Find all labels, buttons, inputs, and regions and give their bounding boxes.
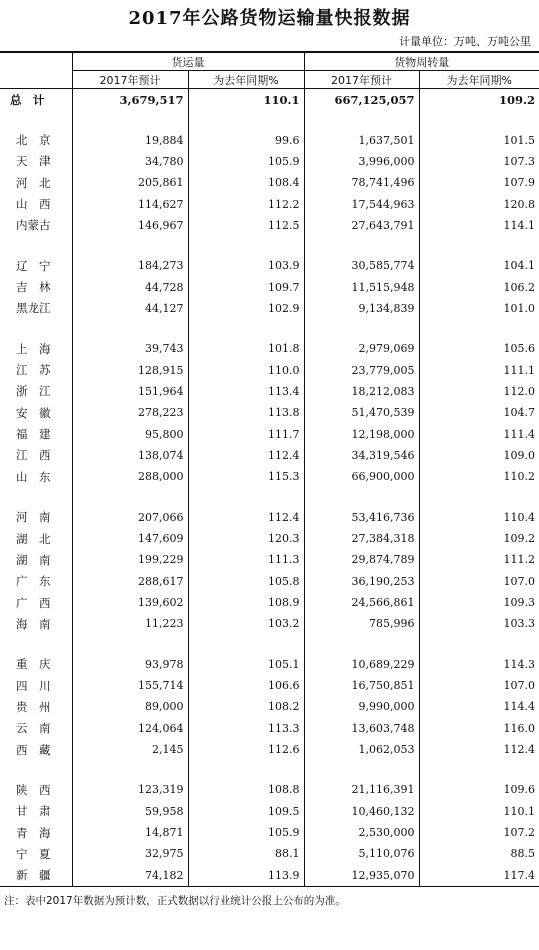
row-name: 吉 林	[16, 280, 51, 295]
cell-turnover: 27,643,791	[304, 215, 419, 236]
cell-volume: 128,915	[72, 359, 188, 380]
cell-turnover: 667,125,057	[304, 89, 419, 111]
cell-volume: 151,964	[72, 381, 188, 402]
cell-turnover: 9,990,000	[304, 696, 419, 717]
cell-volume: 2,145	[72, 739, 188, 760]
cell-volume-yoy: 108.2	[188, 696, 304, 717]
cell-volume: 93,978	[72, 654, 188, 675]
cell-volume-yoy: 105.9	[188, 151, 304, 172]
cell-turnover-yoy: 109.3	[419, 592, 539, 613]
header-blank-2	[0, 71, 72, 89]
freight-table	[0, 51, 539, 887]
row-name: 福 建	[16, 427, 51, 442]
cell-turnover: 1,637,501	[304, 129, 419, 150]
cell-volume: 11,223	[72, 613, 188, 634]
cell-volume: 207,066	[72, 507, 188, 528]
cell-volume-yoy: 113.8	[188, 402, 304, 423]
cell-volume: 44,728	[72, 276, 188, 297]
spacer-cell	[304, 635, 419, 654]
table-row	[0, 654, 539, 675]
cell-volume: 138,074	[72, 445, 188, 466]
cell-turnover-yoy: 105.6	[419, 338, 539, 359]
row-name: 辽 宁	[16, 258, 51, 273]
cell-turnover-yoy: 109.2	[419, 528, 539, 549]
table-row	[0, 801, 539, 822]
cell-volume: 44,127	[72, 298, 188, 319]
header-group-freight-volume: 货运量	[72, 52, 304, 71]
cell-turnover-yoy: 109.6	[419, 779, 539, 800]
cell-volume-yoy: 110.0	[188, 359, 304, 380]
table-row	[0, 129, 539, 150]
cell-volume-yoy: 120.3	[188, 528, 304, 549]
cell-volume-yoy: 111.3	[188, 549, 304, 570]
cell-turnover: 785,996	[304, 613, 419, 634]
cell-turnover: 13,603,748	[304, 718, 419, 739]
cell-turnover-yoy: 107.0	[419, 571, 539, 592]
cell-turnover-yoy: 107.0	[419, 675, 539, 696]
cell-turnover-yoy: 104.1	[419, 255, 539, 276]
table-row	[0, 298, 539, 319]
cell-turnover: 78,741,496	[304, 172, 419, 193]
spacer-row	[0, 760, 539, 779]
row-name: 四 川	[16, 678, 51, 693]
table-row	[0, 822, 539, 843]
cell-turnover: 34,319,546	[304, 445, 419, 466]
row-name: 江 西	[16, 448, 51, 463]
cell-turnover-yoy: 111.4	[419, 423, 539, 444]
cell-turnover-yoy: 112.0	[419, 381, 539, 402]
row-name: 贵 州	[16, 699, 51, 714]
row-name: 上 海	[16, 341, 51, 356]
spacer-cell	[72, 635, 188, 654]
cell-volume: 184,273	[72, 255, 188, 276]
cell-volume-yoy: 103.2	[188, 613, 304, 634]
cell-turnover-yoy: 109.2	[419, 89, 539, 111]
cell-volume: 59,958	[72, 801, 188, 822]
row-name: 内蒙古	[16, 218, 51, 233]
spacer-row	[0, 236, 539, 255]
header-row-columns	[0, 71, 539, 89]
spacer-row	[0, 635, 539, 654]
cell-volume-yoy: 110.1	[188, 89, 304, 111]
table-row	[0, 718, 539, 739]
spacer-cell	[419, 110, 539, 129]
spacer-cell	[72, 760, 188, 779]
row-name: 重 庆	[16, 657, 51, 672]
spacer-row	[0, 319, 539, 338]
cell-turnover-yoy: 114.4	[419, 696, 539, 717]
header-row-groups	[0, 52, 539, 71]
spacer-cell	[0, 319, 72, 338]
cell-volume-yoy: 112.4	[188, 507, 304, 528]
cell-turnover: 5,110,076	[304, 843, 419, 864]
cell-turnover: 9,134,839	[304, 298, 419, 319]
row-name: 新 疆	[0, 865, 72, 887]
cell-turnover: 10,460,132	[304, 801, 419, 822]
cell-turnover: 36,190,253	[304, 571, 419, 592]
cell-volume: 34,780	[72, 151, 188, 172]
header-col-volume-yoy: 为去年同期%	[188, 71, 304, 89]
cell-turnover: 29,874,789	[304, 549, 419, 570]
cell-volume: 139,602	[72, 592, 188, 613]
cell-turnover: 1,062,053	[304, 739, 419, 760]
cell-volume: 124,064	[72, 718, 188, 739]
unit-label: 计量单位：万吨、万吨公里	[399, 35, 531, 48]
cell-volume-yoy: 101.8	[188, 338, 304, 359]
header-blank	[0, 52, 72, 71]
cell-volume: 288,000	[72, 466, 188, 487]
cell-turnover-yoy: 107.9	[419, 172, 539, 193]
cell-volume-yoy: 113.3	[188, 718, 304, 739]
cell-volume-yoy: 105.1	[188, 654, 304, 675]
cell-volume: 3,679,517	[72, 89, 188, 111]
cell-turnover: 3,996,000	[304, 151, 419, 172]
table-row	[0, 843, 539, 864]
cell-turnover-yoy: 111.2	[419, 549, 539, 570]
row-name: 天 津	[16, 154, 51, 169]
footnote: 注：表中2017年数据为预计数，正式数据以行业统计公报上公布的为准。	[4, 895, 346, 907]
table-row	[0, 507, 539, 528]
row-name: 河 南	[16, 510, 51, 525]
spacer-cell	[0, 488, 72, 507]
spacer-cell	[304, 236, 419, 255]
spacer-row	[0, 488, 539, 507]
row-name: 湖 南	[16, 552, 51, 567]
cell-turnover-yoy: 109.0	[419, 445, 539, 466]
cell-volume-yoy: 106.6	[188, 675, 304, 696]
cell-volume-yoy: 111.7	[188, 423, 304, 444]
spacer-cell	[304, 319, 419, 338]
row-name: 河 北	[16, 175, 51, 190]
cell-volume-yoy: 108.4	[188, 172, 304, 193]
spacer-cell	[188, 760, 304, 779]
table-row	[0, 613, 539, 634]
cell-volume-yoy: 112.5	[188, 215, 304, 236]
table-row	[0, 276, 539, 297]
cell-turnover: 16,750,851	[304, 675, 419, 696]
cell-volume: 147,609	[72, 528, 188, 549]
cell-turnover: 30,585,774	[304, 255, 419, 276]
cell-volume-yoy: 112.6	[188, 739, 304, 760]
cell-turnover: 23,779,005	[304, 359, 419, 380]
cell-turnover: 2,979,069	[304, 338, 419, 359]
cell-turnover: 12,935,070	[304, 865, 419, 887]
cell-turnover: 51,470,539	[304, 402, 419, 423]
table-row	[0, 381, 539, 402]
table-row	[0, 466, 539, 487]
header-col-volume-2017: 2017年预计	[72, 71, 188, 89]
cell-turnover-yoy: 110.2	[419, 466, 539, 487]
table-row	[0, 739, 539, 760]
table-row	[0, 172, 539, 193]
row-name: 山 东	[16, 469, 51, 484]
cell-turnover: 18,212,083	[304, 381, 419, 402]
row-name: 西 藏	[16, 742, 51, 757]
row-name: 总 计	[10, 92, 45, 107]
row-name: 青 海	[16, 825, 51, 840]
row-name: 广 东	[16, 574, 51, 589]
cell-volume-yoy: 105.9	[188, 822, 304, 843]
cell-volume: 199,229	[72, 549, 188, 570]
cell-volume-yoy: 108.8	[188, 779, 304, 800]
table-row	[0, 359, 539, 380]
spacer-cell	[188, 319, 304, 338]
cell-volume-yoy: 109.7	[188, 276, 304, 297]
cell-volume: 39,743	[72, 338, 188, 359]
table-row	[0, 528, 539, 549]
spacer-cell	[419, 236, 539, 255]
cell-turnover: 24,566,861	[304, 592, 419, 613]
table-row	[0, 445, 539, 466]
cell-volume-yoy: 105.8	[188, 571, 304, 592]
table-row	[0, 193, 539, 214]
cell-turnover: 11,515,948	[304, 276, 419, 297]
spacer-row	[0, 110, 539, 129]
table-row	[0, 779, 539, 800]
table-body	[0, 89, 539, 887]
table-row	[0, 215, 539, 236]
row-name: 安 徽	[16, 405, 51, 420]
spacer-cell	[72, 236, 188, 255]
cell-turnover-yoy: 101.5	[419, 129, 539, 150]
row-name: 浙 江	[16, 384, 51, 399]
cell-volume-yoy: 102.9	[188, 298, 304, 319]
table-row	[0, 592, 539, 613]
cell-volume: 14,871	[72, 822, 188, 843]
spacer-cell	[188, 488, 304, 507]
spacer-cell	[0, 110, 72, 129]
cell-turnover: 17,544,963	[304, 193, 419, 214]
header-group-freight-turnover: 货物周转量	[304, 52, 539, 71]
cell-volume-yoy: 112.4	[188, 445, 304, 466]
cell-turnover-yoy: 117.4	[419, 865, 539, 887]
cell-volume-yoy: 108.9	[188, 592, 304, 613]
cell-turnover: 10,689,229	[304, 654, 419, 675]
row-name: 宁 夏	[16, 846, 51, 861]
cell-volume: 123,319	[72, 779, 188, 800]
spacer-cell	[304, 760, 419, 779]
cell-volume: 95,800	[72, 423, 188, 444]
cell-turnover: 66,900,000	[304, 466, 419, 487]
spacer-cell	[72, 488, 188, 507]
cell-volume: 205,861	[72, 172, 188, 193]
cell-volume-yoy: 103.9	[188, 255, 304, 276]
row-name: 黑龙江	[16, 301, 51, 316]
spacer-cell	[419, 488, 539, 507]
cell-volume-yoy: 109.5	[188, 801, 304, 822]
header-col-turnover-yoy: 为去年同期%	[419, 71, 539, 89]
cell-turnover-yoy: 112.4	[419, 739, 539, 760]
cell-turnover: 53,416,736	[304, 507, 419, 528]
row-name: 甘 肃	[16, 804, 51, 819]
cell-turnover-yoy: 101.0	[419, 298, 539, 319]
cell-volume-yoy: 88.1	[188, 843, 304, 864]
cell-turnover-yoy: 103.3	[419, 613, 539, 634]
cell-volume: 74,182	[72, 865, 188, 887]
cell-volume: 146,967	[72, 215, 188, 236]
row-name: 云 南	[16, 721, 51, 736]
cell-turnover-yoy: 88.5	[419, 843, 539, 864]
table-row	[0, 571, 539, 592]
table-row	[0, 255, 539, 276]
row-name: 北 京	[16, 133, 51, 148]
cell-volume-yoy: 113.4	[188, 381, 304, 402]
cell-turnover-yoy: 107.2	[419, 822, 539, 843]
spacer-cell	[304, 110, 419, 129]
cell-turnover-yoy: 110.1	[419, 801, 539, 822]
cell-turnover-yoy: 110.4	[419, 507, 539, 528]
row-name: 广 西	[16, 595, 51, 610]
spacer-cell	[188, 635, 304, 654]
cell-turnover: 2,530,000	[304, 822, 419, 843]
row-name: 湖 北	[16, 531, 51, 546]
table-row	[0, 696, 539, 717]
row-name: 山 西	[16, 197, 51, 212]
table-row	[0, 338, 539, 359]
cell-volume-yoy: 99.6	[188, 129, 304, 150]
cell-volume-yoy: 113.9	[188, 865, 304, 887]
spacer-cell	[72, 319, 188, 338]
table-row	[0, 423, 539, 444]
cell-volume: 278,223	[72, 402, 188, 423]
spacer-cell	[419, 760, 539, 779]
cell-volume-yoy: 112.2	[188, 193, 304, 214]
spacer-cell	[419, 319, 539, 338]
table-row	[0, 151, 539, 172]
cell-turnover: 21,116,391	[304, 779, 419, 800]
spacer-cell	[0, 635, 72, 654]
row-name: 海 南	[16, 616, 51, 631]
spacer-cell	[72, 110, 188, 129]
row-name: 江 苏	[16, 363, 51, 378]
table-row	[0, 402, 539, 423]
table-row	[0, 865, 539, 887]
spacer-cell	[304, 488, 419, 507]
cell-volume: 155,714	[72, 675, 188, 696]
cell-volume: 32,975	[72, 843, 188, 864]
cell-volume-yoy: 115.3	[188, 466, 304, 487]
cell-turnover-yoy: 111.1	[419, 359, 539, 380]
table-row	[0, 675, 539, 696]
cell-volume: 19,884	[72, 129, 188, 150]
cell-volume: 114,627	[72, 193, 188, 214]
cell-volume: 288,617	[72, 571, 188, 592]
spacer-cell	[188, 236, 304, 255]
spacer-cell	[419, 635, 539, 654]
spacer-cell	[0, 236, 72, 255]
cell-volume: 89,000	[72, 696, 188, 717]
spacer-cell	[188, 110, 304, 129]
cell-turnover-yoy: 120.8	[419, 193, 539, 214]
cell-turnover-yoy: 114.1	[419, 215, 539, 236]
header-col-turnover-2017: 2017年预计	[304, 71, 419, 89]
cell-turnover-yoy: 107.3	[419, 151, 539, 172]
table-row-total	[0, 89, 539, 111]
table-row	[0, 549, 539, 570]
cell-turnover-yoy: 106.2	[419, 276, 539, 297]
cell-turnover: 12,198,000	[304, 423, 419, 444]
cell-turnover: 27,384,318	[304, 528, 419, 549]
cell-turnover-yoy: 116.0	[419, 718, 539, 739]
cell-turnover-yoy: 104.7	[419, 402, 539, 423]
spacer-cell	[0, 760, 72, 779]
cell-turnover-yoy: 114.3	[419, 654, 539, 675]
page-title: 2017年公路货物运输量快报数据	[128, 8, 411, 29]
row-name: 陕 西	[16, 782, 51, 797]
